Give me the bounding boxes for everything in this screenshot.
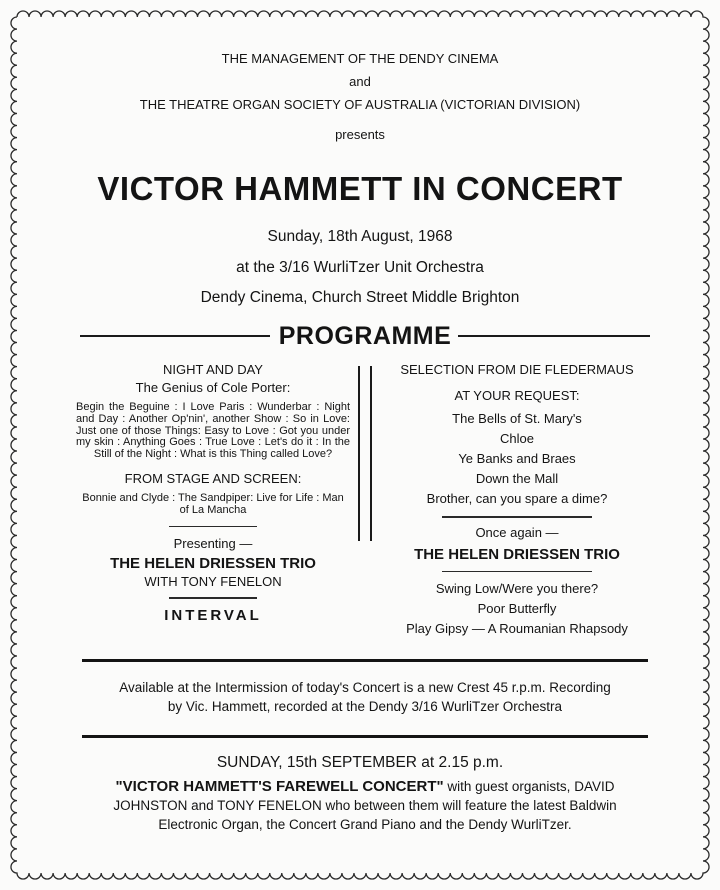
recording-note-line1: Available at the Intermission of today's Concert is a new Crest 45 r.p.m. Recording bbox=[119, 680, 611, 695]
society-line: THE THEATRE ORGAN SOCIETY OF AUSTRALIA (VICTORIAN DIVISION) bbox=[139, 97, 581, 112]
presents-line: presents bbox=[335, 127, 385, 142]
request-item: Down the Mall bbox=[475, 471, 559, 486]
farewell-details bbox=[70, 777, 660, 834]
request-item: Ye Banks and Braes bbox=[458, 451, 576, 466]
trio-item: Swing Low/Were you there? bbox=[435, 581, 599, 596]
and-line: and bbox=[349, 74, 371, 89]
stage-screen-heading: FROM STAGE AND SCREEN: bbox=[124, 470, 302, 486]
request-item: The Bells of St. Mary's bbox=[452, 411, 582, 426]
concert-date: Sunday, 18th August, 1968 bbox=[267, 228, 453, 245]
section-rule bbox=[82, 659, 648, 662]
farewell-line3: Electronic Organ, the Concert Grand Piano and the Dendy WurliTzer. bbox=[158, 817, 572, 832]
programme-part-one bbox=[76, 362, 350, 624]
with-tony-fenelon: WITH TONY FENELON bbox=[144, 574, 282, 590]
stage-screen-items: Bonnie and Clyde : The Sandpiper: Live for Life : Man of La Mancha bbox=[82, 491, 344, 516]
divider bbox=[169, 597, 257, 599]
concert-title: VICTOR HAMMETT IN CONCERT bbox=[97, 170, 623, 207]
farewell-line2: JOHNSTON and TONY FENELON who between them will feature the latest Baldwin bbox=[113, 798, 617, 813]
farewell-line1: with guest organists, DAVID bbox=[443, 779, 615, 794]
farewell-date: SUNDAY, 15th SEPTEMBER at 2.15 p.m. bbox=[216, 754, 504, 771]
divider bbox=[169, 526, 257, 528]
interval-label: INTERVAL bbox=[164, 606, 262, 624]
programme-part-two bbox=[378, 362, 656, 639]
trio-name: THE HELEN DRIESSEN TRIO bbox=[414, 545, 620, 563]
programme-heading-row bbox=[80, 322, 650, 350]
night-and-day-heading: NIGHT AND DAY bbox=[163, 362, 263, 377]
request-heading: AT YOUR REQUEST: bbox=[454, 388, 580, 403]
column-divider-left bbox=[358, 366, 360, 541]
trio-item: Poor Butterfly bbox=[477, 601, 557, 616]
cole-porter-subheading: The Genius of Cole Porter: bbox=[135, 380, 291, 395]
column-divider-right bbox=[370, 366, 372, 541]
trio-name: THE HELEN DRIESSEN TRIO bbox=[110, 555, 316, 573]
organ-line: at the 3/16 WurliTzer Unit Orchestra bbox=[236, 259, 484, 276]
divider bbox=[442, 516, 592, 518]
once-again-label: Once again — bbox=[475, 524, 559, 540]
section-rule bbox=[82, 735, 648, 738]
request-item: Brother, can you spare a dime? bbox=[426, 491, 608, 506]
request-item: Chloe bbox=[500, 431, 534, 446]
presenter-line: THE MANAGEMENT OF THE DENDY CINEMA bbox=[221, 51, 499, 66]
divider bbox=[442, 571, 592, 573]
recording-note bbox=[72, 678, 658, 716]
programme-heading: PROGRAMME bbox=[278, 322, 452, 350]
recording-note-line2: by Vic. Hammett, recorded at the Dendy 3/16 WurliTzer Orchestra bbox=[167, 699, 563, 714]
programme-rule-right bbox=[458, 335, 650, 337]
venue-line: Dendy Cinema, Church Street Middle Brighton bbox=[200, 289, 520, 306]
presenting-label: Presenting — bbox=[173, 536, 253, 552]
farewell-title: "VICTOR HAMMETT'S FAREWELL CONCERT" bbox=[115, 778, 444, 795]
fledermaus-heading: SELECTION FROM DIE FLEDERMAUS bbox=[400, 362, 634, 377]
trio-item: Play Gipsy — A Roumanian Rhapsody bbox=[406, 621, 628, 636]
cole-porter-medley: Begin the Beguine : I Love Paris : Wunderbar : Night and Day : Another Op'nin', another Show : So in Love: Just one of those Things: Easy to Love : Got you under my skin : Anything Goes : True Love : Let's do it : In the Still of the Night : What is this Thing called Love? bbox=[76, 401, 350, 461]
